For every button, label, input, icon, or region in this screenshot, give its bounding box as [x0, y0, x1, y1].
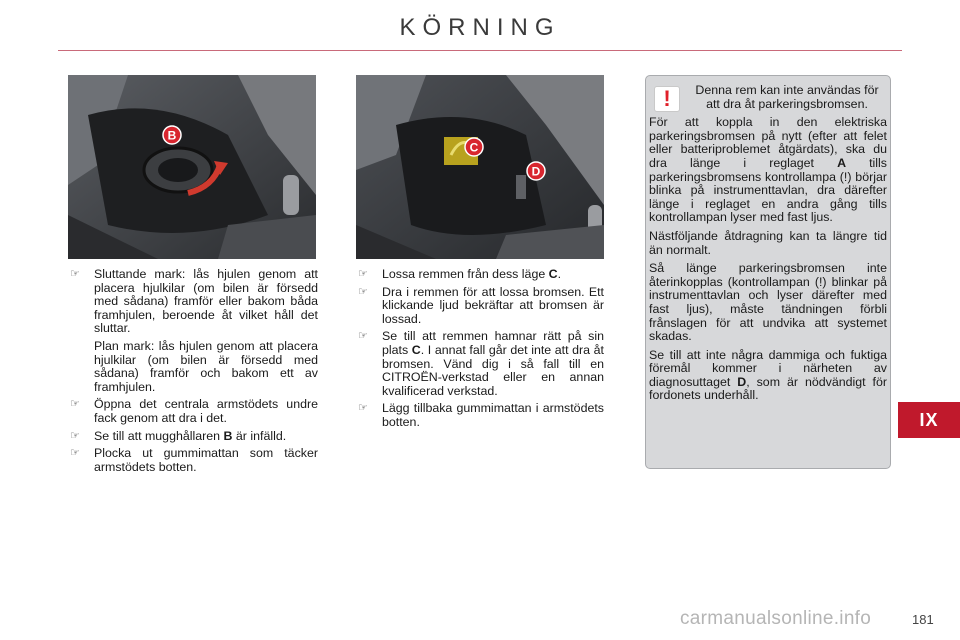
item-text-bold: B: [223, 428, 233, 443]
list-item: [358, 402, 604, 429]
item-text: [382, 268, 604, 282]
warning-text-part: , som är nödvändigt för fordonets underhåll.: [649, 374, 887, 403]
label-c: C: [469, 140, 479, 155]
pointing-hand-bullet-icon: ☞: [70, 398, 80, 411]
warning-box: [645, 75, 891, 469]
chapter-tab: IX: [898, 402, 960, 438]
pointing-hand-bullet-icon: ☞: [358, 402, 368, 415]
item-text: Dra i remmen för att lossa bromsen. Ett klickande ljud bekräftar att bromsen är lossad.: [382, 284, 604, 326]
pointing-hand-bullet-icon: ☞: [358, 268, 368, 280]
warning-paragraph: [649, 116, 887, 225]
list-item: [70, 268, 318, 394]
item-text: [94, 430, 318, 444]
pointing-hand-bullet-icon: ☞: [358, 330, 368, 343]
pointing-hand-bullet-icon: ☞: [70, 268, 80, 280]
label-b: B: [167, 128, 177, 143]
middle-instructions: [358, 268, 604, 434]
list-item: [70, 447, 318, 474]
list-item: [70, 430, 318, 444]
item-text: Lägg tillbaka gummimattan i armstödets botten.: [382, 401, 604, 429]
list-item: [358, 286, 604, 327]
armrest-photo-strap-image: [356, 75, 604, 259]
item-text-part: Se till att mugghållaren: [94, 428, 224, 443]
list-item: [358, 268, 604, 282]
armrest-photo-cupholder: [68, 75, 316, 259]
item-text-part: Lossa remmen från dess läge: [382, 267, 549, 281]
warning-paragraph: Nästföljande åtdragning kan ta längre tid än normalt.: [649, 228, 887, 257]
watermark: carmanualsonline.info: [680, 608, 872, 629]
page-title: KÖRNING: [399, 14, 561, 41]
exclamation-warning-icon: [654, 86, 680, 112]
item-text: Öppna det centrala armstödets undre fack genom att dra i det.: [94, 397, 318, 425]
warning-text-part: tills parkeringsbromsens kontrollampa (!) börjar blinka på instrumenttavlan, dra därefter länge i reglaget en andra gång tills kontrollampan lyser med fast ljus.: [649, 155, 888, 225]
item-text-part: är infälld.: [232, 428, 287, 443]
item-text-part: Se till att remmen hamnar rätt på sin plats: [382, 329, 604, 357]
page-number: 181: [912, 612, 934, 627]
title-rule: [58, 50, 902, 51]
item-text: [382, 330, 604, 398]
warning-glyph: !: [663, 86, 671, 111]
pointing-hand-bullet-icon: ☞: [358, 285, 368, 298]
item-text-part: .: [557, 267, 562, 281]
warning-text: [649, 84, 887, 403]
warning-paragraph: [649, 349, 887, 403]
warning-text-bold: A: [837, 155, 847, 170]
pointing-hand-bullet-icon: ☞: [70, 429, 80, 442]
list-item: [70, 398, 318, 425]
item-text-bold: C: [411, 342, 421, 357]
item-text-bold: C: [548, 267, 558, 281]
left-instructions: [70, 268, 318, 478]
warning-text-part: För att koppla in den elektriska parkeringsbromsen på nytt (efter att felet eller batteriproblemet åtgärdats), ska du dra länge i reglaget: [649, 115, 887, 170]
armrest-photo-cupholder-image: [68, 75, 316, 259]
pointing-hand-bullet-icon: ☞: [70, 447, 80, 460]
label-d: D: [531, 164, 541, 179]
item-text: Sluttande mark: lås hjulen genom att placera hjulkilar (om bilen är försedd med sådana) framför eller bakom båda framhjulen, beroende åt vilket håll det sluttar.: [94, 267, 318, 336]
armrest-photo-strap: [356, 75, 604, 259]
warning-paragraph: Så länge parkeringsbromsen inte återinkopplas (kontrollampan (!) blinkar på instrumenttavlan och lyser därefter med fast ljus), måste tändningen förbli frånslagen för att undvika att systemet skadas.: [649, 261, 887, 344]
warning-first-paragraph: Denna rem kan inte användas för att dra åt parkeringsbromsen.: [695, 83, 879, 111]
item-text: Plocka ut gummimattan som täcker armstödets botten.: [94, 446, 318, 474]
list-item: [358, 330, 604, 398]
item-text-part: . I annat fall går det inte att dra åt bromsen. Vänd dig i så fall till en CITROËN-verkstad eller en annan kvalificerad verkstad.: [382, 342, 604, 398]
item-text: Plan mark: lås hjulen genom att placera hjulkilar (om bilen är försedd med sådana) framför och bakom ett av framhjulen.: [94, 338, 318, 394]
warning-text-part: Se till att inte några dammiga och fuktiga föremål kommer i närheten av diagnosuttaget: [649, 347, 887, 389]
warning-text-bold: D: [737, 374, 747, 389]
